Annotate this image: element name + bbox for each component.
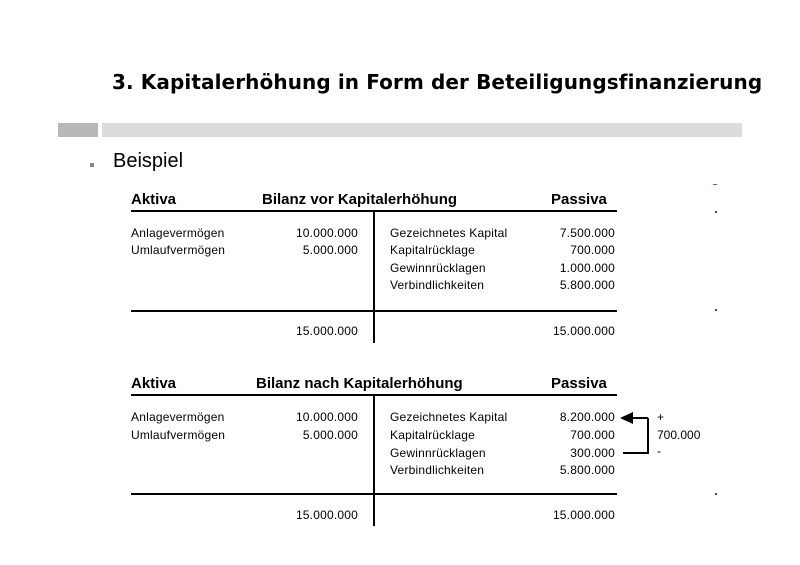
- header-bar-left: [58, 123, 98, 137]
- after-title-header: Bilanz nach Kapitalerhöhung: [256, 375, 463, 392]
- margin-mark: [715, 309, 717, 311]
- after-asset-label: Anlagevermögen: [131, 410, 225, 424]
- after-center-rule: [373, 394, 375, 526]
- margin-mark: [715, 211, 717, 213]
- after-liability-value: 5.800.000: [559, 463, 615, 477]
- after-liability-value: 300.000: [570, 446, 615, 460]
- before-total-assets: 15.000.000: [295, 324, 358, 338]
- before-center-rule: [373, 210, 375, 343]
- after-total-liabilities: 15.000.000: [552, 508, 615, 522]
- bullet-text: Beispiel: [113, 150, 184, 172]
- slide-title: 3. Kapitalerhöhung in Form der Beteiligungsfinanzierung: [112, 70, 763, 94]
- before-liability-label: Verbindlichkeiten: [390, 278, 485, 292]
- minus-sign: -: [657, 444, 661, 458]
- margin-mark: [715, 493, 717, 495]
- before-asset-label: Anlagevermögen: [131, 226, 225, 240]
- before-total-liabilities: 15.000.000: [552, 324, 615, 338]
- after-asset-value: 5.000.000: [302, 428, 358, 442]
- before-liability-label: Gezeichnetes Kapital: [390, 226, 508, 240]
- after-liability-label: Kapitalrücklage: [390, 428, 476, 442]
- before-liability-label: Gewinnrücklagen: [390, 261, 486, 275]
- before-aktiva-header: Aktiva: [131, 191, 177, 208]
- after-liability-label: Gewinnrücklagen: [390, 446, 486, 460]
- before-liability-value: 5.800.000: [559, 278, 615, 292]
- margin-mark: [713, 184, 717, 185]
- bullet-marker: [90, 163, 94, 167]
- after-liability-label: Gezeichnetes Kapital: [390, 410, 508, 424]
- before-liability-label: Kapitalrücklage: [390, 243, 476, 257]
- plus-sign: +: [657, 410, 665, 424]
- after-total-assets: 15.000.000: [295, 508, 358, 522]
- before-asset-label: Umlaufvermögen: [131, 243, 226, 257]
- before-title-header: Bilanz vor Kapitalerhöhung: [262, 191, 458, 208]
- before-asset-value: 5.000.000: [302, 243, 358, 257]
- before-liability-value: 700.000: [570, 243, 615, 257]
- after-asset-label: Umlaufvermögen: [131, 428, 226, 442]
- after-sum-rule: [131, 493, 617, 495]
- after-liability-label: Verbindlichkeiten: [390, 463, 485, 477]
- after-asset-value: 10.000.000: [295, 410, 358, 424]
- before-passiva-header: Passiva: [551, 191, 607, 208]
- before-liability-value: 7.500.000: [559, 226, 615, 240]
- reallocation-amount: 700.000: [657, 428, 701, 442]
- after-liability-value: 8.200.000: [559, 410, 615, 424]
- before-liability-value: 1.000.000: [559, 261, 615, 275]
- header-bar-right: [102, 123, 742, 137]
- before-sum-rule: [131, 310, 617, 312]
- before-asset-value: 10.000.000: [295, 226, 358, 240]
- after-liability-value: 700.000: [570, 428, 615, 442]
- after-aktiva-header: Aktiva: [131, 375, 177, 392]
- after-passiva-header: Passiva: [551, 375, 607, 392]
